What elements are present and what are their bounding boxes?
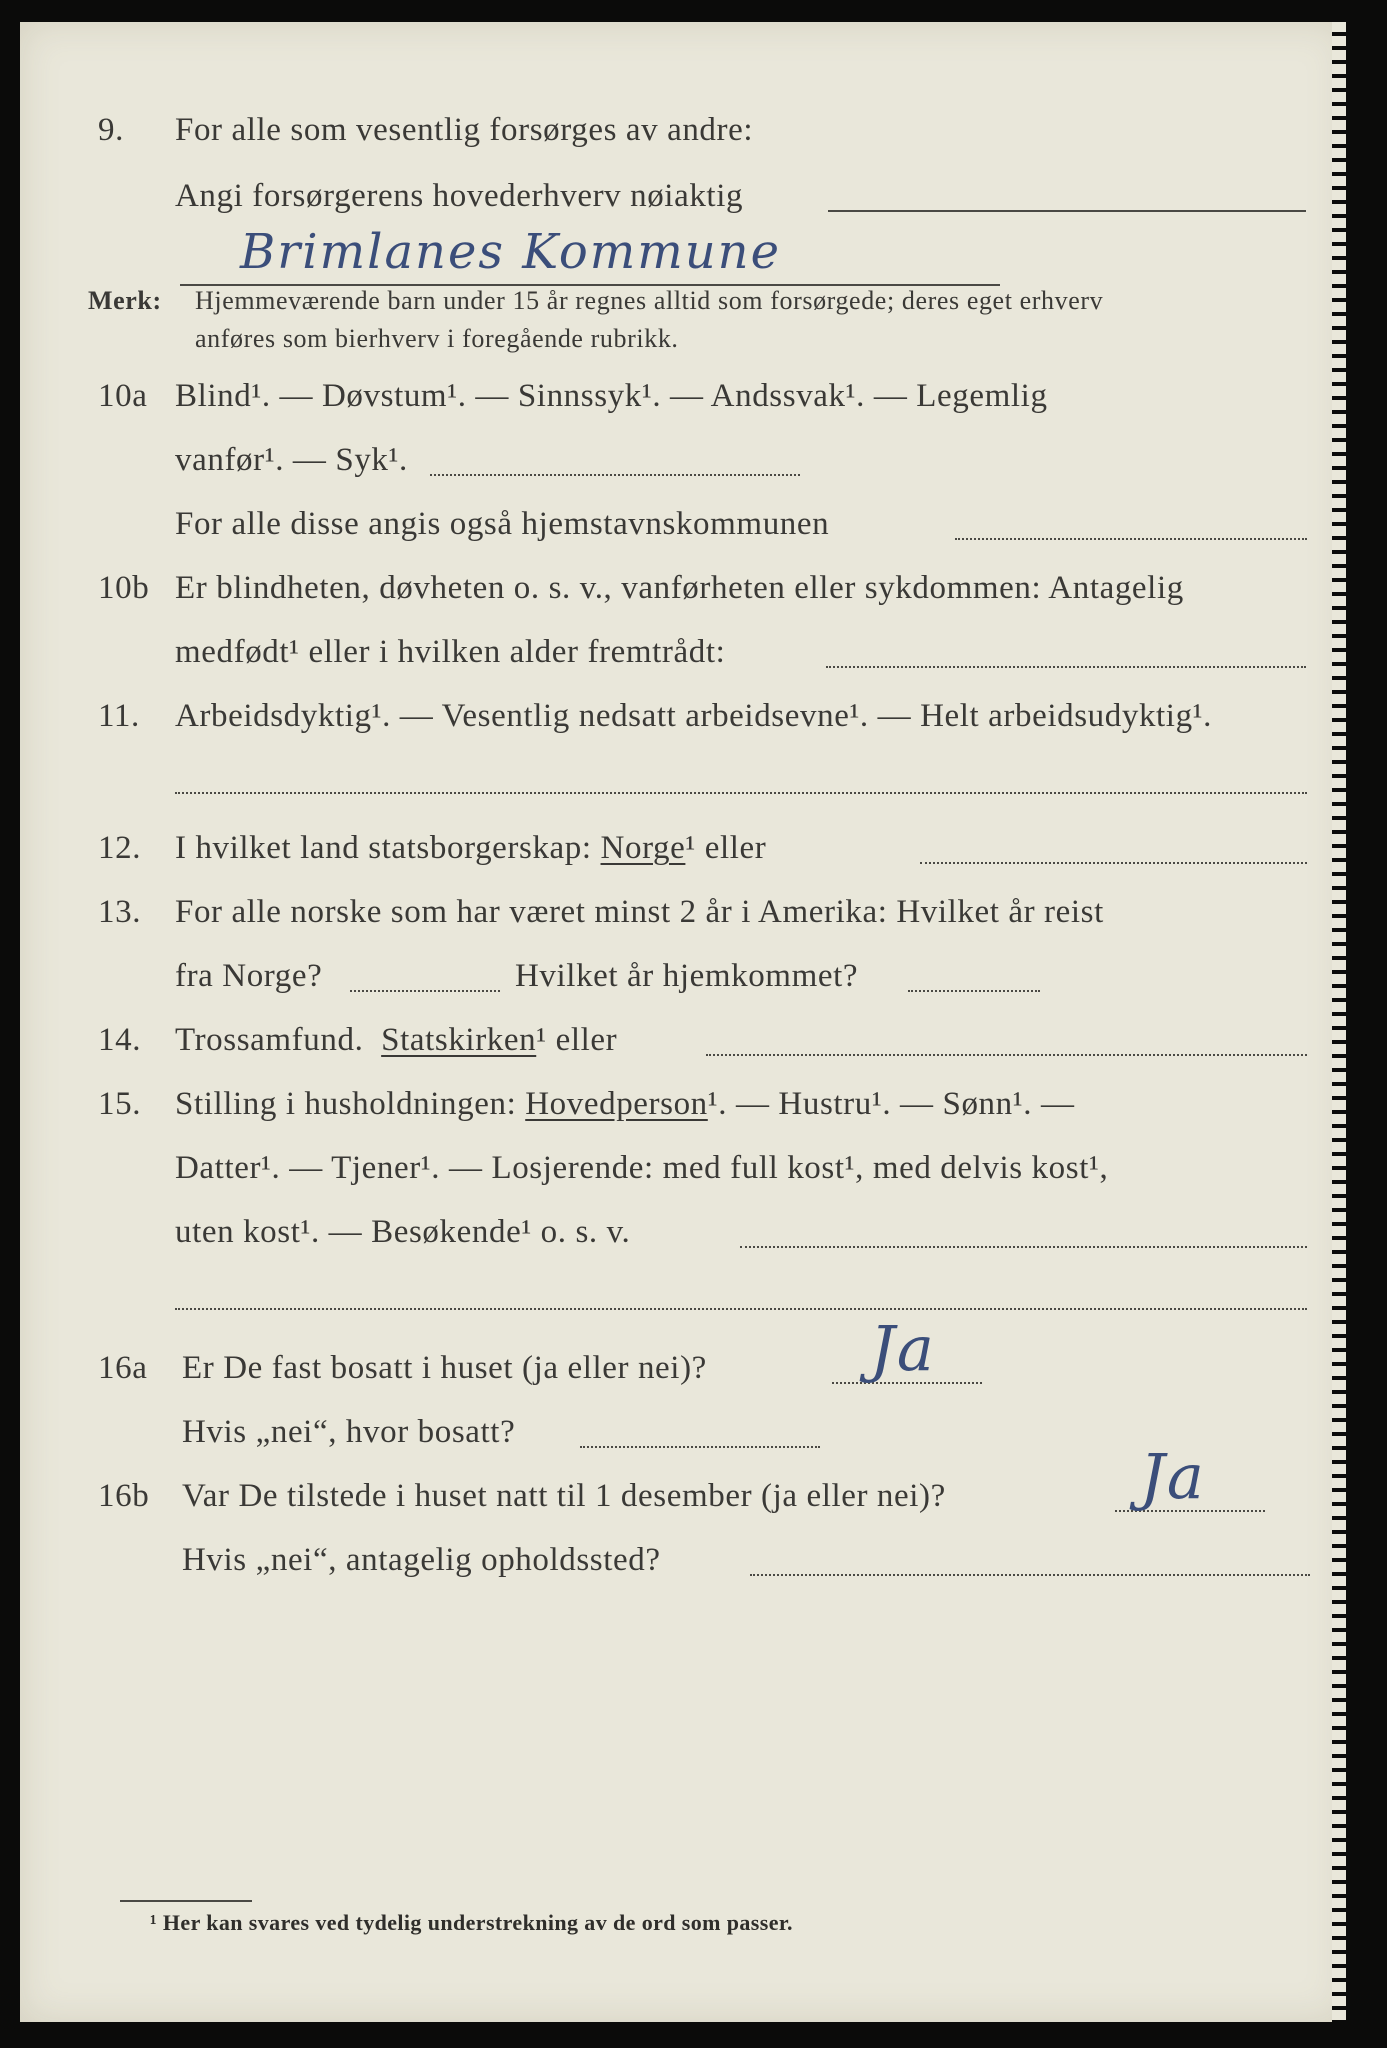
- q10b-number: 10b: [98, 570, 150, 606]
- q14-text: [175, 1022, 617, 1059]
- q10a-line2: [20, 442, 1346, 488]
- q13-line1: [20, 894, 1346, 940]
- q9-text-2: Angi forsørgerens hovederhverv nøiaktig: [175, 178, 744, 214]
- q11-number: 11.: [98, 698, 140, 734]
- q13-text-1: For alle norske som har været minst 2 år i Amerika: Hvilket år reist: [175, 894, 1104, 930]
- q16a-number: 16a: [98, 1350, 148, 1386]
- q12-prefix: I hvilket land statsborgerskap:: [175, 830, 592, 866]
- q9-line1: [20, 112, 1346, 158]
- q10a-text-3: For alle disse angis også hjemstavnskommunen: [175, 506, 830, 542]
- q12-text: [175, 830, 766, 867]
- q15-text-1: [175, 1086, 1075, 1123]
- q15-line1-rest: ¹. — Hustru¹. — Sønn¹. —: [707, 1086, 1075, 1122]
- q16b-text-1: Var De tilstede i huset natt til 1 desember (ja eller nei)?: [182, 1478, 946, 1514]
- q14-fill-line: [706, 1054, 1307, 1056]
- q9-handwritten-answer: Brimlanes Kommune: [240, 224, 781, 280]
- merk-text-1: Hjemmeværende barn under 15 år regnes alltid som forsørgede; deres eget erhverv: [195, 286, 1104, 315]
- q9-answer-line: [828, 210, 1306, 212]
- q11-text-1: Arbeidsdyktig¹. — Vesentlig nedsatt arbeidsevne¹. — Helt arbeidsudyktig¹.: [175, 698, 1213, 734]
- q16a-text-1: Er De fast bosatt i huset (ja eller nei)?: [182, 1350, 707, 1386]
- q10b-fill-line: [826, 666, 1306, 668]
- q11-line1: [20, 698, 1346, 744]
- q10b-text-1: Er blindheten, døvheten o. s. v., vanførheten eller sykdommen: Antagelig: [175, 570, 1184, 606]
- q15-line2: [20, 1150, 1346, 1196]
- q16b-opholdssted-fill-line: [750, 1574, 1310, 1576]
- q16b-text-2: Hvis „nei“, antagelig opholdssted?: [182, 1542, 661, 1578]
- q16a-text-2: Hvis „nei“, hvor bosatt?: [182, 1414, 516, 1450]
- q15-text-3: uten kost¹. — Besøkende¹ o. s. v.: [175, 1214, 631, 1250]
- q14-prefix: Trossamfund.: [175, 1022, 364, 1058]
- merk-text-2: anføres som bierhverv i foregående rubrikk.: [195, 324, 679, 353]
- q13-number: 13.: [98, 894, 142, 930]
- q13-hjemkommet-fill-line: [908, 990, 1040, 992]
- q9-text-1: For alle som vesentlig forsørges av andre:: [175, 112, 754, 148]
- q10a-text-2: vanfør¹. — Syk¹.: [175, 442, 408, 478]
- q16a-handwritten-answer: Ja: [870, 1312, 936, 1385]
- q10b-text-2: medfødt¹ eller i hvilken alder fremtrådt:: [175, 634, 726, 670]
- q10a-hjemstavn-fill-line: [955, 538, 1307, 540]
- footnote-rule: [120, 1900, 252, 1902]
- q10a-text-1: Blind¹. — Døvstum¹. — Sinnssyk¹. — Andssvak¹. — Legemlig: [175, 378, 1048, 414]
- q13-line2: [20, 958, 1346, 1004]
- q14-suffix: ¹ eller: [536, 1022, 618, 1058]
- q10b-line2: [20, 634, 1346, 680]
- q15-line1: [20, 1086, 1346, 1132]
- q15-fill-line: [740, 1246, 1307, 1248]
- q10a-number: 10a: [98, 378, 148, 414]
- q10a-line3: [20, 506, 1346, 552]
- q14-line1: [20, 1022, 1346, 1068]
- q9-number: 9.: [98, 112, 124, 148]
- q10a-syk-fill-line: [430, 474, 800, 476]
- q15-number: 15.: [98, 1086, 142, 1122]
- q9-line2: [20, 178, 1346, 224]
- census-form-page: [20, 22, 1346, 2022]
- q14-underlined-answer: Statskirken: [381, 1022, 537, 1058]
- q16b-handwritten-answer: Ja: [1140, 1440, 1206, 1513]
- q15-text-2: Datter¹. — Tjener¹. — Losjerende: med full kost¹, med delvis kost¹,: [175, 1150, 1109, 1186]
- q15-underlined-answer: Hovedperson: [525, 1086, 708, 1122]
- q16a-line1: [20, 1350, 1346, 1396]
- q15-line3: [20, 1214, 1346, 1260]
- q16a-bosatt-fill-line: [580, 1446, 820, 1448]
- q15-extra-fill-line: [175, 1308, 1307, 1310]
- footnote: ¹ Her kan svares ved tydelig understrekning av de ord som passer.: [150, 1910, 793, 1935]
- q16b-number: 16b: [98, 1478, 150, 1514]
- q12-fill-line: [920, 862, 1307, 864]
- q14-number: 14.: [98, 1022, 142, 1058]
- q12-number: 12.: [98, 830, 142, 866]
- q13-text-2b: Hvilket år hjemkommet?: [515, 958, 859, 994]
- merk-label: Merk:: [88, 286, 162, 315]
- q10b-line1: [20, 570, 1346, 616]
- q15-prefix: Stilling i husholdningen:: [175, 1086, 517, 1122]
- q13-reist-fill-line: [350, 990, 500, 992]
- q16b-line2: [20, 1542, 1346, 1588]
- merk-line2: [20, 324, 1346, 370]
- q10a-line1: [20, 378, 1346, 424]
- q11-fill-line: [175, 792, 1307, 794]
- q13-text-2a: fra Norge?: [175, 958, 323, 994]
- q12-underlined-answer: Norge: [600, 830, 686, 866]
- q12-suffix: ¹ eller: [685, 830, 767, 866]
- q12-line1: [20, 830, 1346, 876]
